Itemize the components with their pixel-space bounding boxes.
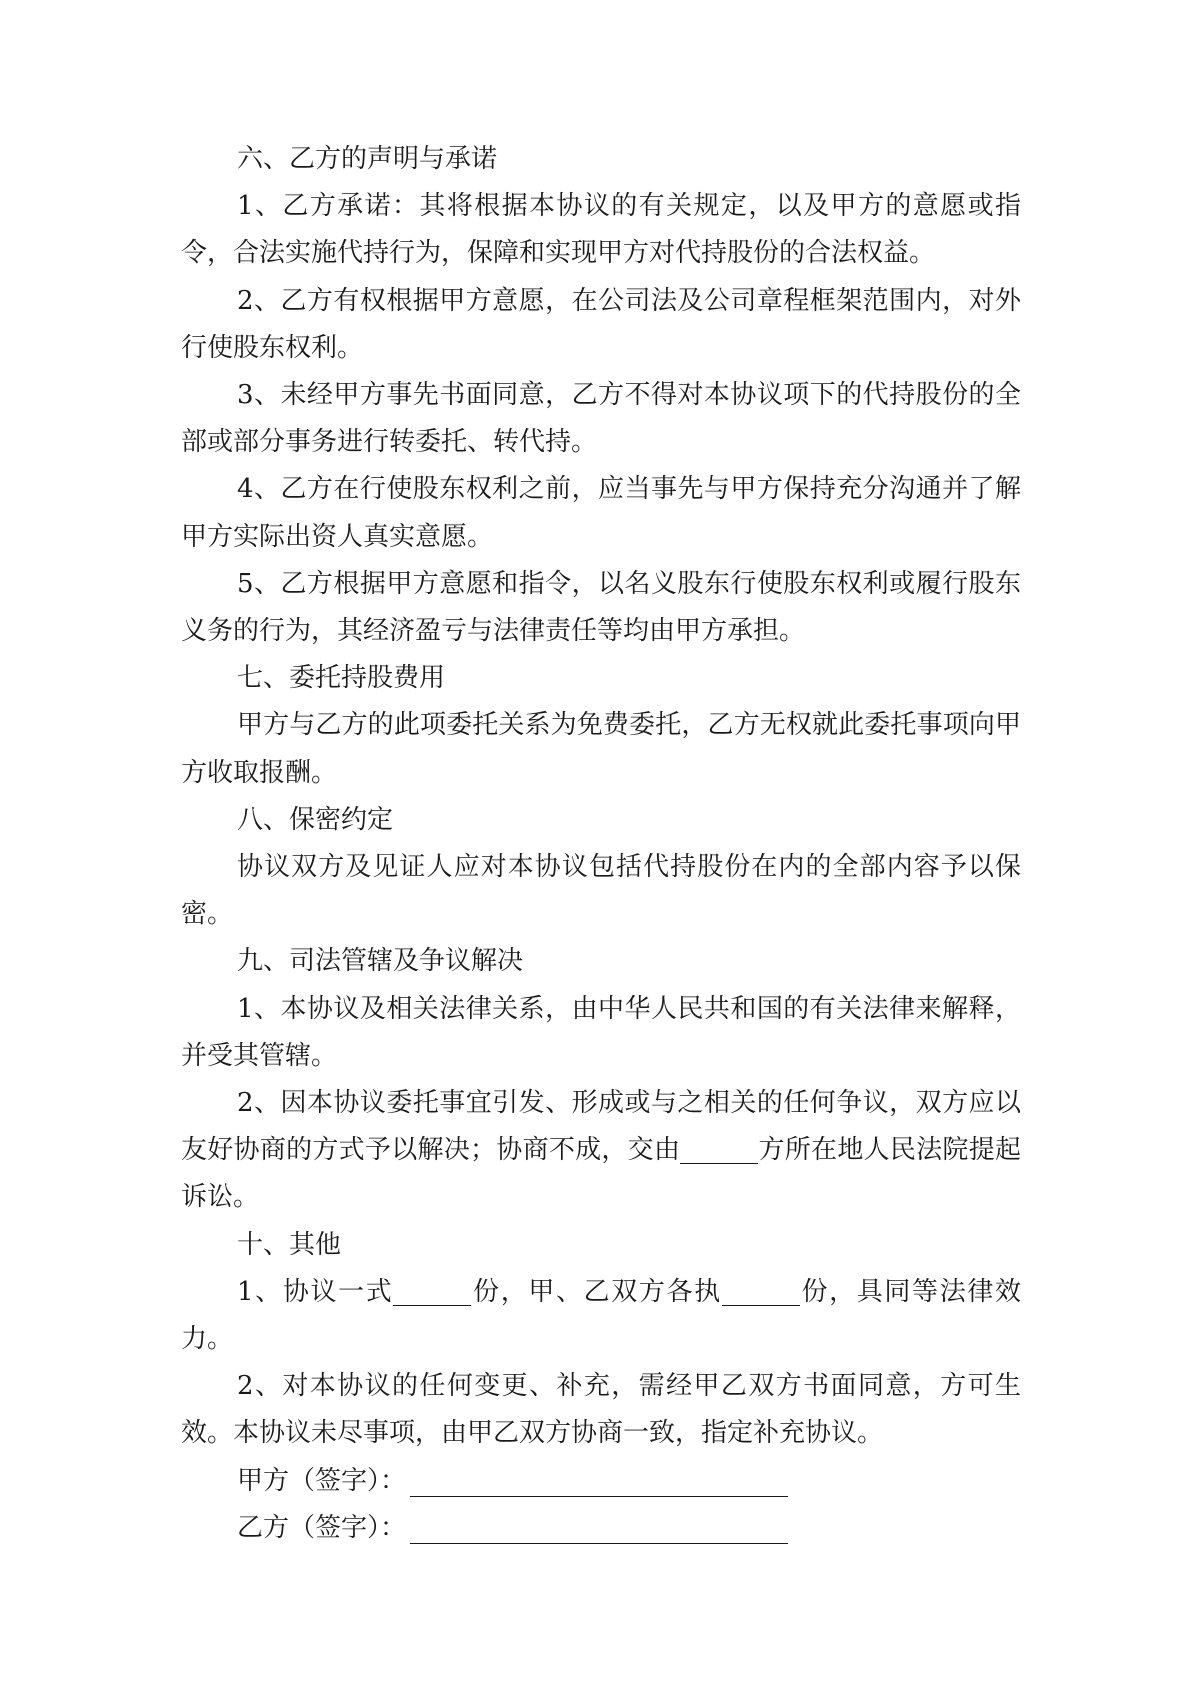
section-9-clause-2-text-a: 2、因本协议委托事宜引发、形成或与之相关的任何争议，双方应以友好协商的方式予以解决；协商不成，交由 — [181, 1088, 1021, 1166]
party-b-signature-label: 乙方（签字）： — [237, 1512, 407, 1543]
section-10-clause-1-text-c: 份，具同等法律效力。 — [181, 1276, 1021, 1355]
section-6-clause-1: 1、乙方承诺：其将根据本协议的有关规定，以及甲方的意愿或指令，合法实施代持行为，保障和实现甲方对代持股份的合法权益。 — [181, 191, 1021, 269]
section-10-heading: 十、其他 — [237, 1229, 342, 1260]
section-10-clause-1-text-a: 1、协议一式 — [237, 1276, 394, 1307]
party-a-signature-label: 甲方（签字）： — [237, 1465, 407, 1496]
section-6-clause-3: 3、未经甲方事先书面同意，乙方不得对本协议项下的代持股份的全部或部分事务进行转委托、转代持。 — [181, 380, 1021, 458]
copies-total-blank[interactable] — [393, 1279, 471, 1306]
copies-each-blank[interactable] — [722, 1279, 800, 1306]
section-6-clause-4: 4、乙方在行使股东权利之前，应当事先与甲方保持充分沟通并了解甲方实际出资人真实意愿。 — [181, 474, 1021, 552]
section-9-clause-1: 1、本协议及相关法律关系，由中华人民共和国的有关法律来解释，并受其管辖。 — [181, 993, 1021, 1071]
section-7-text: 甲方与乙方的此项委托关系为免费委托，乙方无权就此委托事项向甲方收取报酬。 — [181, 710, 1021, 788]
section-9-clause-2 — [181, 1080, 1021, 1222]
section-8-heading: 八、保密约定 — [237, 804, 394, 835]
section-6-heading: 六、乙方的声明与承诺 — [237, 144, 498, 174]
section-8-text: 协议双方及见证人应对本协议包括代持股份在内的全部内容予以保密。 — [181, 852, 1021, 930]
section-9-clause-2-text-b: 方所在地人民法院提起诉讼。 — [181, 1135, 1021, 1213]
party-b-signature-row — [181, 1505, 1021, 1552]
court-party-blank[interactable] — [680, 1137, 758, 1164]
section-10-clause-1 — [181, 1269, 1021, 1363]
party-a-signature-row — [181, 1458, 1021, 1505]
party-b-signature-field[interactable] — [410, 1517, 788, 1544]
section-10-clause-2: 2、对本协议的任何变更、补充，需经甲乙双方书面同意，方可生效。本协议未尽事项，由甲乙双方协商一致，指定补充协议。 — [181, 1371, 1021, 1449]
party-a-signature-field[interactable] — [410, 1470, 788, 1497]
section-6-clause-2: 2、乙方有权根据甲方意愿，在公司法及公司章程框架范围内，对外行使股东权利。 — [181, 285, 1021, 363]
section-10-clause-1-text-b: 份，甲、乙双方各执 — [471, 1276, 722, 1307]
section-6-clause-5: 5、乙方根据甲方意愿和指令，以名义股东行使股东权利或履行股东义务的行为，其经济盈亏与法律责任等均由甲方承担。 — [181, 568, 1021, 647]
document-body — [181, 136, 1021, 1552]
section-9-heading: 九、司法管辖及争议解决 — [237, 946, 524, 977]
section-7-heading: 七、委托持股费用 — [237, 663, 446, 694]
